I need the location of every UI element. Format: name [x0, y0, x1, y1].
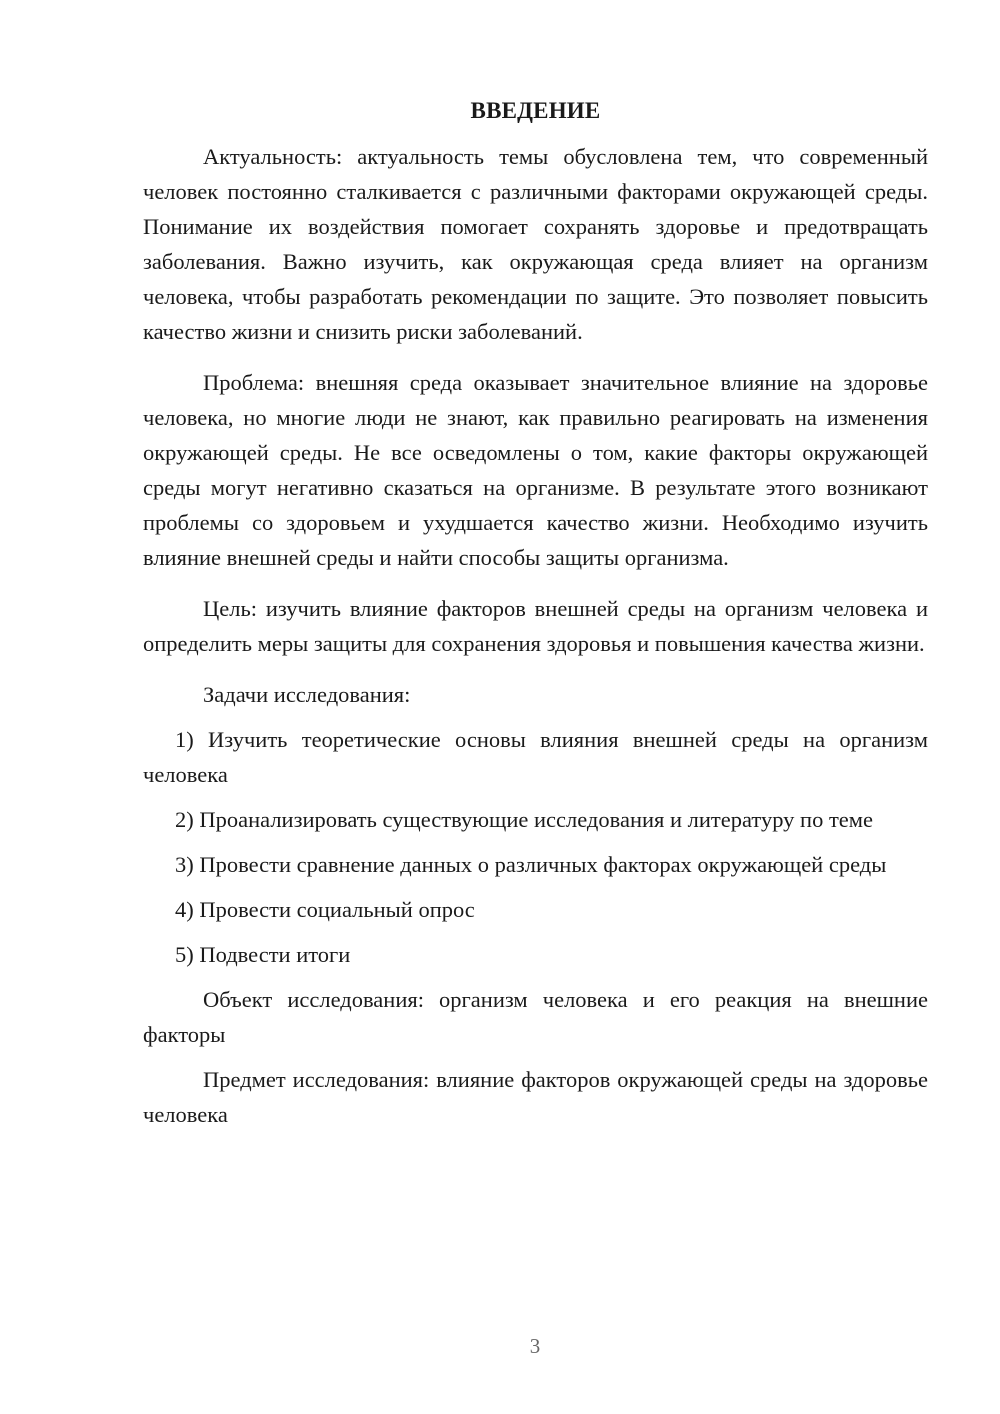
task-item-3: 3) Провести сравнение данных о различных факторах окружающей среды [175, 852, 887, 877]
task-item-5: 5) Подвести итоги [175, 942, 351, 967]
task-item-1: 1) Изучить теоретические основы влияния внешней среды на организм человека [143, 727, 928, 787]
paragraph-problem: Проблема: внешняя среда оказывает значительное влияние на здоровье человека, но многие люди не знают, как правильно реагировать на изменения окружающей среды. Не все осведомлены о том, какие факторы окружающей среды могут негативно сказаться на организме. В результате этого возникают проблемы со здоровьем и ухудшается качество жизни. Необходимо изучить влияние внешней среды и найти способы защиты организма. [143, 370, 928, 570]
document-page [143, 95, 928, 1132]
page-title: ВВЕДЕНИЕ [470, 98, 601, 123]
task-item-4: 4) Провести социальный опрос [175, 897, 475, 922]
paragraph-subject: Предмет исследования: влияние факторов окружающей среды на здоровье человека [143, 1067, 928, 1127]
paragraph-object: Объект исследования: организм человека и его реакция на внешние факторы [143, 987, 928, 1047]
paragraph-goal: Цель: изучить влияние факторов внешней среды на организм человека и определить меры защиты для сохранения здоровья и повышения качества жизни. [143, 596, 928, 656]
task-item-2: 2) Проанализировать существующие исследования и литературу по теме [175, 807, 873, 832]
paragraph-actuality: Актуальность: актуальность темы обусловлена тем, что современный человек постоянно сталкивается с различными факторами окружающей среды. Понимание их воздействия помогает сохранять здоровье и предотвращать заболевания. Важно изучить, как окружающая среда влияет на организм человека, чтобы разработать рекомендации по защите. Это позволяет повысить качество жизни и снизить риски заболеваний. [143, 144, 928, 344]
page-number: 3 [529, 1334, 541, 1358]
tasks-heading: Задачи исследования: [203, 682, 411, 707]
